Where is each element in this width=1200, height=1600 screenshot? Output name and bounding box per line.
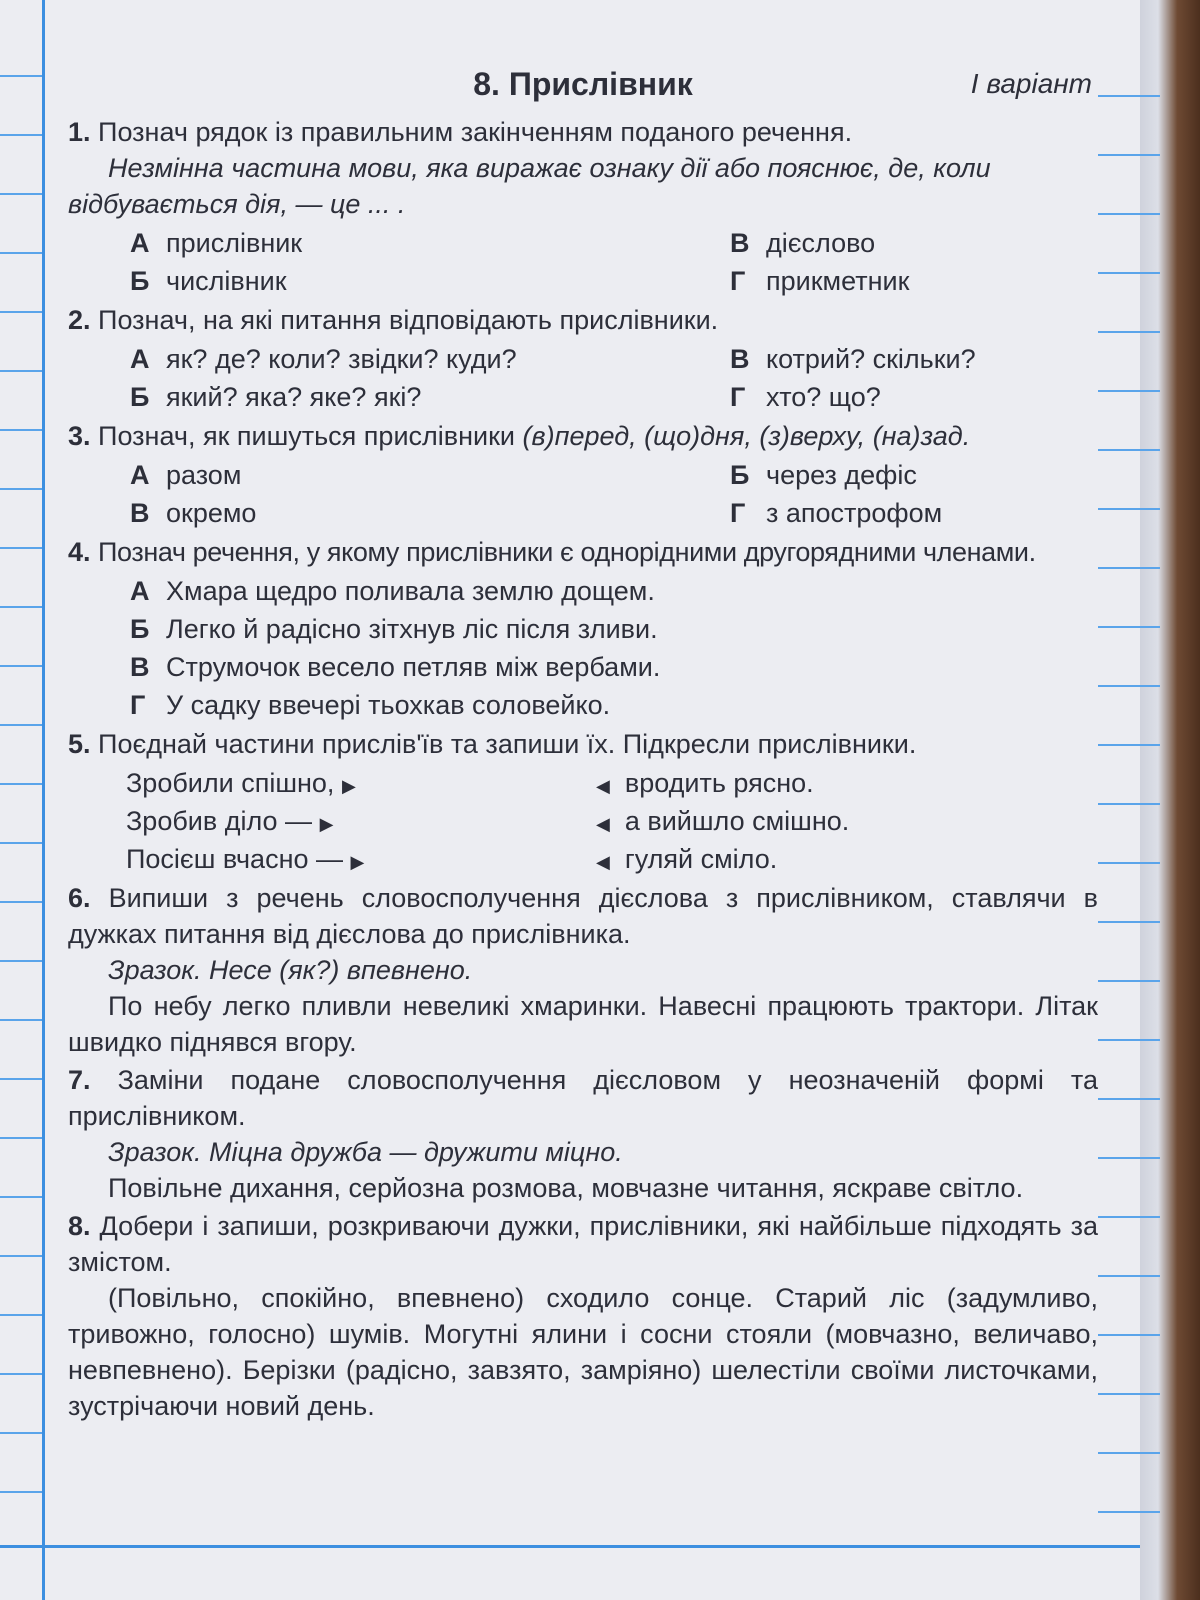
arrow-right-icon: ▶ — [319, 814, 334, 834]
option-a[interactable]: А прислівник — [130, 228, 303, 258]
option-b[interactable]: Б Легко й радісно зітхнув ліс після зливи. — [130, 614, 658, 644]
question-text: Познач речення, у якому прислівники є однорідними другорядними членами. — [98, 537, 1036, 567]
margin-tick — [0, 488, 42, 490]
option-v[interactable]: В дієслово — [730, 228, 876, 258]
margin-tick — [1098, 154, 1160, 156]
option-h[interactable]: Г прикметник — [730, 266, 910, 296]
question-4 — [68, 534, 1098, 570]
variant-label: І варіант — [970, 68, 1092, 99]
question-text: Заміни подане словосполучення дієсловом у неозначеній формі та прислівником. — [68, 1065, 1098, 1131]
margin-tick — [1098, 1275, 1160, 1277]
margin-tick — [0, 75, 42, 77]
matching-pairs — [68, 764, 1098, 878]
match-row — [126, 764, 1098, 802]
example: Зразок. Міцна дружба — дружити міцно. — [108, 1137, 623, 1167]
margin-tick — [1098, 1157, 1160, 1159]
arrow-right-icon: ▶ — [350, 852, 365, 872]
question-sentence: Незмінна частина мови, яка виражає ознаку дії або пояснює, де, коли відбувається дія, — це ... . — [68, 153, 991, 219]
example: Зразок. Несе (як?) впевнено. — [108, 955, 473, 985]
page-title: 8. Прислівник — [473, 66, 693, 102]
option-v[interactable]: В окремо — [130, 498, 257, 528]
question-number: 5. — [68, 729, 91, 759]
margin-tick — [0, 724, 42, 726]
question-text: Випиши з речень словосполучення дієслова з прислівником, ставлячи в дужках питання від дієслова до прислівника. — [68, 883, 1098, 949]
answer-options — [68, 572, 1098, 724]
margin-tick — [1098, 449, 1160, 451]
answer-options — [68, 456, 1098, 532]
margin-tick — [1098, 213, 1160, 215]
exercise-text: По небу легко пливли невеликі хмаринки. Навесні працюють трактори. Літак швидко піднявся вгору. — [68, 991, 1098, 1057]
margin-tick — [0, 1314, 42, 1316]
question-8 — [68, 1208, 1098, 1280]
question-number: 7. — [68, 1065, 91, 1095]
margin-tick — [1098, 921, 1160, 923]
margin-tick — [1098, 1216, 1160, 1218]
question-7 — [68, 1062, 1098, 1134]
question-text: Познач, на які питання відповідають прислівники. — [98, 305, 719, 335]
margin-tick — [1098, 744, 1160, 746]
margin-tick — [1098, 1393, 1160, 1395]
margin-tick — [1098, 95, 1160, 97]
question-words: (в)перед, (що)дня, (з)верху, (на)зад. — [522, 421, 971, 451]
margin-tick — [0, 370, 42, 372]
question-5 — [68, 726, 1098, 762]
option-h[interactable]: Г з апострофом — [730, 498, 943, 528]
question-number: 6. — [68, 883, 91, 913]
margin-tick — [0, 665, 42, 667]
question-6 — [68, 880, 1098, 952]
option-b[interactable]: Б числівник — [130, 266, 287, 296]
margin-tick — [0, 901, 42, 903]
option-h[interactable]: Г У садку ввечері тьохкав соловейко. — [130, 690, 611, 720]
match-row — [126, 802, 1098, 840]
margin-tick — [0, 1255, 42, 1257]
margin-tick — [1098, 862, 1160, 864]
answer-options — [68, 224, 1098, 300]
margin-tick — [0, 1078, 42, 1080]
question-text: Познач, як пишуться прислівники — [98, 421, 516, 451]
margin-tick — [0, 842, 42, 844]
option-a[interactable]: А Хмара щедро поливала землю дощем. — [130, 576, 655, 606]
margin-tick — [0, 311, 42, 313]
margin-tick — [0, 547, 42, 549]
margin-tick — [1098, 1098, 1160, 1100]
margin-tick — [1098, 980, 1160, 982]
desk-edge — [1140, 0, 1200, 1600]
match-row — [126, 840, 1098, 878]
question-number: 8. — [68, 1211, 91, 1241]
match-left[interactable]: Зробив діло — ▶ — [126, 806, 334, 836]
arrow-left-icon: ◀ — [596, 852, 610, 872]
option-a[interactable]: А разом — [130, 460, 242, 490]
option-b[interactable]: Б який? яка? яке? які? — [130, 382, 422, 412]
option-a[interactable]: А як? де? коли? звідки? куди? — [130, 344, 517, 374]
match-left[interactable]: Зробили спішно, ▶ — [126, 768, 356, 798]
margin-tick — [0, 1196, 42, 1198]
margin-tick — [0, 1019, 42, 1021]
header — [68, 60, 1098, 112]
arrow-right-icon: ▶ — [341, 776, 356, 796]
margin-tick — [0, 193, 42, 195]
answer-options — [68, 340, 1098, 416]
margin-tick — [0, 1373, 42, 1375]
exercise-text: Повільне дихання, серйозна розмова, мовчазне читання, яскраве світло. — [108, 1173, 1024, 1203]
margin-tick — [1098, 1039, 1160, 1041]
question-number: 4. — [68, 537, 91, 567]
option-h[interactable]: Г хто? що? — [730, 382, 881, 412]
question-3 — [68, 418, 1098, 454]
option-v[interactable]: В Струмочок весело петляв між вербами. — [130, 652, 661, 682]
margin-tick — [0, 960, 42, 962]
arrow-left-icon: ◀ — [596, 814, 610, 834]
option-v[interactable]: В котрий? скільки? — [730, 344, 976, 374]
question-text: Добери і запиши, розкриваючи дужки, прислівники, які найбільше підходять за змістом. — [68, 1211, 1098, 1277]
margin-tick — [0, 252, 42, 254]
margin-tick — [0, 1491, 42, 1493]
worksheet-content — [68, 60, 1098, 1424]
match-right[interactable]: ◀ вродить рясно. — [596, 768, 814, 798]
exercise-text: (Повільно, спокійно, впевнено) сходило сонце. Старий ліс (задумливо, тривожно, голосно) шумів. Могутні ялини і сосни стояли (мовчазно, величаво, невпевнено). Берізки (радісно, завзято, замріяно) шелестіли своїми листочками, зустрічаючи новий день. — [68, 1283, 1098, 1421]
margin-tick — [1098, 685, 1160, 687]
question-2 — [68, 302, 1098, 338]
margin-tick — [0, 134, 42, 136]
match-right[interactable]: ◀ гуляй сміло. — [596, 844, 778, 874]
question-text: Познач рядок із правильним закінченням поданого речення. — [98, 117, 853, 147]
margin-tick — [0, 429, 42, 431]
margin-tick — [1098, 803, 1160, 805]
margin-tick — [0, 783, 42, 785]
margin-tick — [0, 1432, 42, 1434]
margin-tick — [1098, 626, 1160, 628]
margin-tick — [1098, 1334, 1160, 1336]
margin-tick — [1098, 1452, 1160, 1454]
margin-tick — [1098, 567, 1160, 569]
margin-tick — [1098, 331, 1160, 333]
bottom-border-line — [0, 1545, 1140, 1548]
match-right[interactable]: ◀ а вийшло смішно. — [596, 806, 850, 836]
question-number: 2. — [68, 305, 91, 335]
question-number: 1. — [68, 117, 91, 147]
question-1 — [68, 114, 1098, 150]
margin-tick — [0, 606, 42, 608]
margin-line — [42, 0, 45, 1600]
option-b[interactable]: Б через дефіс — [730, 460, 917, 490]
margin-tick — [0, 1137, 42, 1139]
margin-tick — [1098, 1511, 1160, 1513]
question-number: 3. — [68, 421, 91, 451]
arrow-left-icon: ◀ — [596, 776, 610, 796]
question-text: Поєднай частини прислів'їв та запиши їх. Підкресли прислівники. — [98, 729, 917, 759]
match-left[interactable]: Посієш вчасно — ▶ — [126, 844, 365, 874]
